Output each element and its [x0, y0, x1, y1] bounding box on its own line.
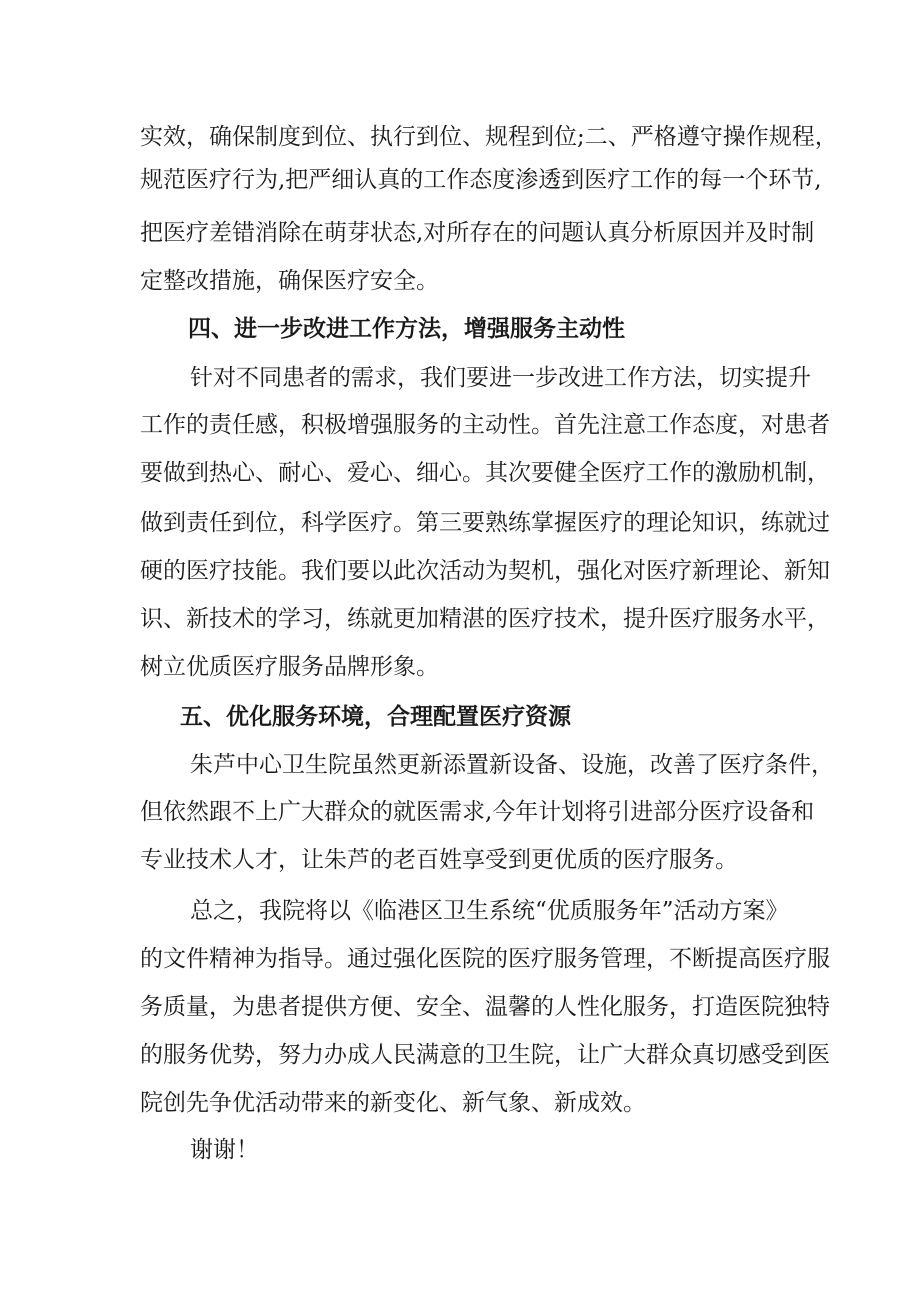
section-heading-5: 五、优化服务环境，合理配置医疗资源 [180, 704, 571, 730]
paragraph-3-line-2: 但依然跟不上广大群众的就医需求,今年计划将引进部分医疗设备和 [140, 799, 815, 825]
paragraph-2-line-1: 针对不同患者的需求，我们要进一步改进工作方法，切实提升 [190, 365, 811, 391]
paragraph-2-line-6: 识、新技术的学习，练就更加精湛的医疗技术，提升医疗服务水平， [140, 606, 830, 632]
paragraph-3-line-3: 专业技术人才，让朱芦的老百姓享受到更优质的医疗服务。 [140, 847, 738, 873]
paragraph-4-line-4: 的服务优势，努力办成人民满意的卫生院，让广大群众真切感受到医 [140, 1042, 830, 1068]
paragraph-2-line-3: 要做到热心、耐心、爱心、细心。其次要健全医疗工作的激励机制， [140, 460, 830, 486]
paragraph-4-line-3: 务质量，为患者提供方便、安全、温馨的人性化服务，打造医院独特 [140, 994, 830, 1020]
paragraph-2-line-2: 工作的责任感，积极增强服务的主动性。首先注意工作态度，对患者 [140, 412, 830, 438]
paragraph-3-line-1: 朱芦中心卫生院虽然更新添置新设备、设施，改善了医疗条件， [190, 752, 834, 778]
paragraph-1-line-1: 实效，确保制度到位、执行到位、规程到位;二、严格遵守操作规程， [140, 124, 838, 150]
paragraph-2-line-7: 树立优质医疗服务品牌形象。 [140, 654, 439, 680]
paragraph-1-line-3: 把医疗差错消除在萌芽状态,对所存在的问题认真分析原因并及时制 [140, 220, 815, 246]
section-heading-4: 四、进一步改进工作方法，增强服务主动性 [188, 316, 625, 342]
paragraph-4-line-1: 总之，我院将以《临港区卫生系统“优质服务年”活动方案》 [190, 898, 789, 924]
paragraph-2-line-4: 做到责任到位，科学医疗。第三要熟练掌握医疗的理论知识，练就过 [140, 510, 830, 536]
paragraph-1-line-4: 定整改措施，确保医疗安全。 [140, 268, 439, 294]
closing-thanks: 谢谢！ [190, 1137, 259, 1163]
paragraph-4-line-2: 的文件精神为指导。通过强化医院的医疗服务管理，不断提高医疗服 [140, 946, 830, 972]
paragraph-1-line-2: 规范医疗行为,把严细认真的工作态度渗透到医疗工作的每一个环节, [140, 167, 822, 193]
paragraph-4-line-5: 院创先争优活动带来的新变化、新气象、新成效。 [140, 1090, 646, 1116]
paragraph-2-line-5: 硬的医疗技能。我们要以此次活动为契机，强化对医疗新理论、新知 [140, 558, 830, 584]
